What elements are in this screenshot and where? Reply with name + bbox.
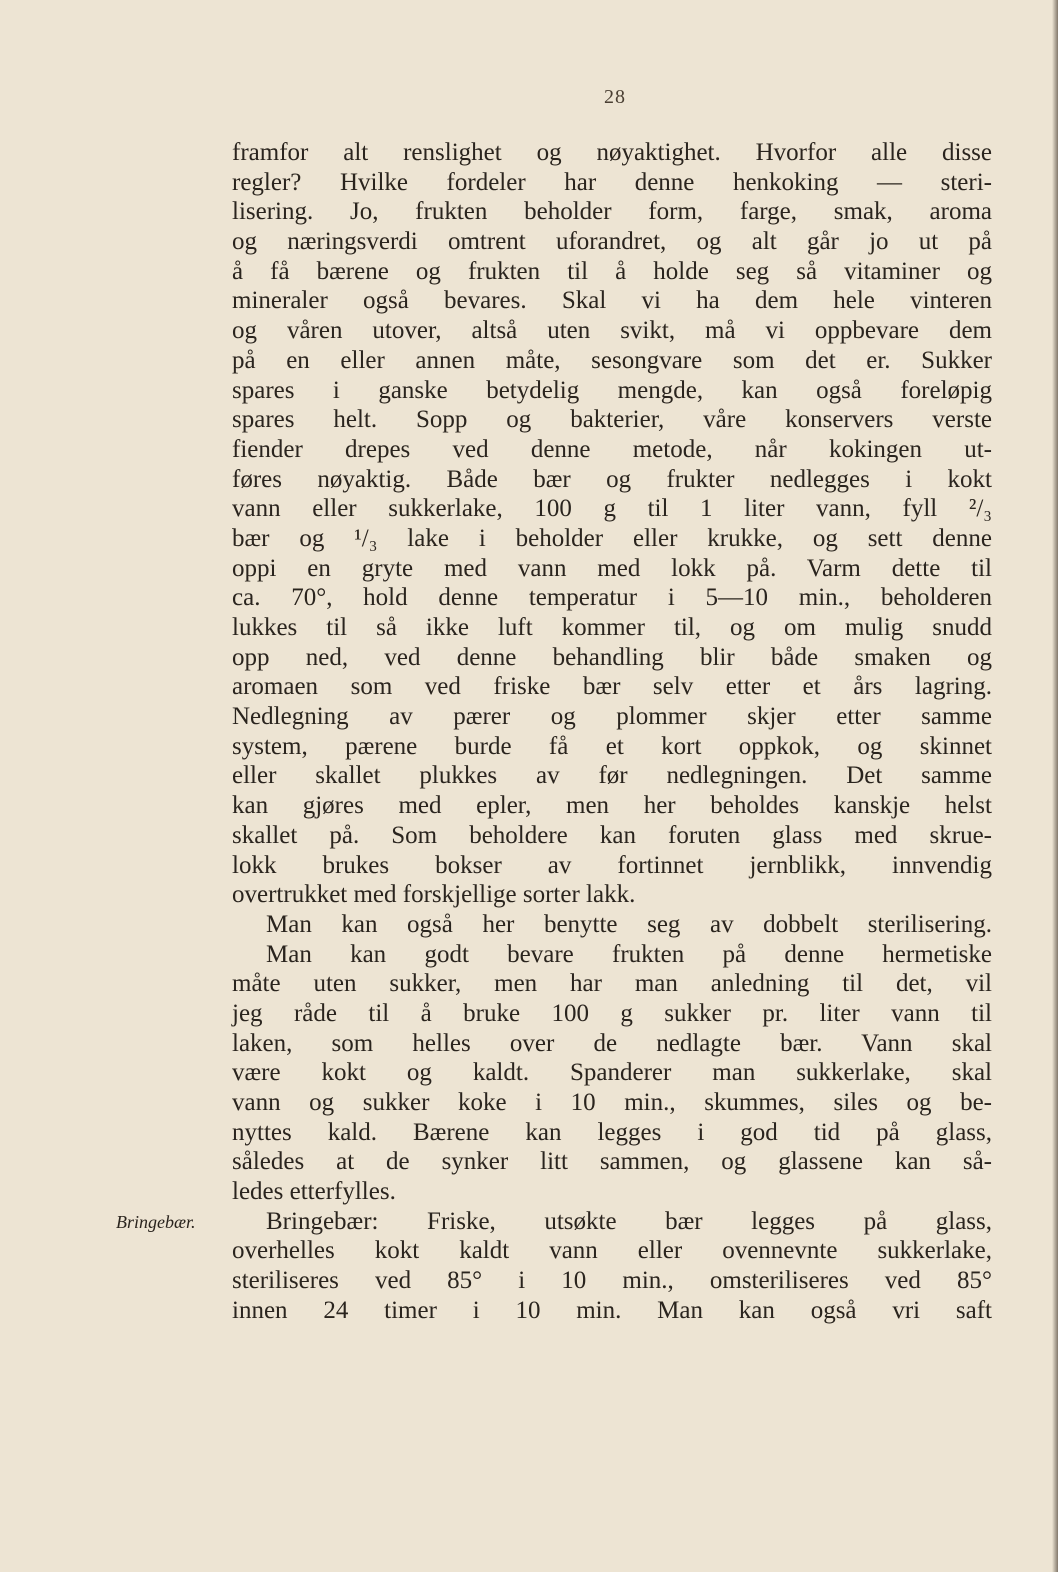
text-line: opp ned, ved denne behandling blir både smaken og (232, 643, 992, 671)
text-line: system, pærene burde få et kort oppkok, og skinnet (232, 732, 992, 760)
text-line: jeg råde til å bruke 100 g sukker pr. liter vann til (232, 999, 992, 1027)
text-line: vann eller sukkerlake, 100 g til 1 liter vann, fyll ²/₃ (232, 495, 992, 523)
text-line: Man kan også her benytte seg av dobbelt sterilisering. (266, 910, 992, 938)
text-line: lokk brukes bokser av fortinnet jernblikk, innvendig (232, 851, 992, 879)
text-line: regler? Hvilke fordeler har denne henkoking — steri- (232, 168, 992, 196)
text-line: spares i ganske betydelig mengde, kan også foreløpig (232, 376, 992, 404)
text-line: overtrukket med forskjellige sorter lakk. (232, 881, 636, 909)
text-line: lukkes til så ikke luft kommer til, og om mulig snudd (232, 614, 992, 641)
text-line: på en eller annen måte, sesongvare som det er. Sukker (232, 346, 992, 374)
text-line: lisering. Jo, frukten beholder form, farge, smak, aroma (232, 198, 992, 226)
text-line: framfor alt renslighet og nøyaktighet. Hvorfor alle disse (232, 139, 992, 166)
text-line: og våren utover, altså uten svikt, må vi oppbevare dem (232, 317, 992, 345)
text-line: Nedlegning av pærer og plommer skjer etter samme (232, 703, 992, 731)
text-line: innen 24 timer i 10 min. Man kan også vri saft (232, 1296, 992, 1324)
text-line: fiender drepes ved denne metode, når kokingen ut- (232, 435, 992, 463)
text-line: Bringebær: Friske, utsøkte bær legges på glass, (266, 1207, 992, 1235)
text-line: kan gjøres med epler, men her beholdes kanskje helst (232, 792, 992, 820)
text-line: steriliseres ved 85° i 10 min., omsteriliseres ved 85° (232, 1267, 992, 1295)
text-line: Man kan godt bevare frukten på denne hermetiske (266, 940, 992, 968)
text-line: aromaen som ved friske bær selv etter et års lagring. (232, 673, 992, 701)
text-line: nyttes kald. Bærene kan legges i god tid på glass, (232, 1118, 992, 1146)
text-line: således at de synker litt sammen, og glassene kan så- (232, 1148, 992, 1176)
text-line: overhelles kokt kaldt vann eller ovennevnte sukkerlake, (232, 1237, 992, 1265)
page-edge-shadow (1052, 0, 1058, 1572)
text-line: måte uten sukker, men har man anledning til det, vil (232, 970, 992, 998)
body-text (232, 138, 992, 1326)
text-line: og næringsverdi omtrent uforandret, og alt går jo ut på (232, 228, 992, 256)
text-line: være kokt og kaldt. Spanderer man sukkerlake, skal (232, 1059, 992, 1087)
text-line: laken, som helles over de nedlagte bær. Vann skal (232, 1029, 992, 1057)
text-line: spares helt. Sopp og bakterier, våre konservers verste (232, 406, 992, 434)
text-line: å få bærene og frukten til å holde seg så vitaminer og (232, 257, 992, 285)
text-line: ledes etterfylles. (232, 1178, 396, 1206)
text-line: bær og ¹/₃ lake i beholder eller krukke, og sett denne (232, 524, 992, 552)
text-line: skallet på. Som beholdere kan foruten glass med skrue- (232, 821, 992, 849)
text-line: vann og sukker koke i 10 min., skummes, siles og be- (232, 1089, 992, 1116)
text-line: ca. 70°, hold denne temperatur i 5—10 min., beholderen (232, 584, 992, 612)
margin-note: Bringebær. (116, 1212, 196, 1232)
text-line: oppi en gryte med vann med lokk på. Varm dette til (232, 554, 992, 582)
page-number: 28 (604, 86, 626, 108)
text-line: eller skallet plukkes av før nedlegningen. Det samme (232, 762, 992, 790)
text-line: føres nøyaktig. Både bær og frukter nedlegges i kokt (232, 465, 992, 493)
text-line: mineraler også bevares. Skal vi ha dem hele vinteren (232, 287, 992, 315)
